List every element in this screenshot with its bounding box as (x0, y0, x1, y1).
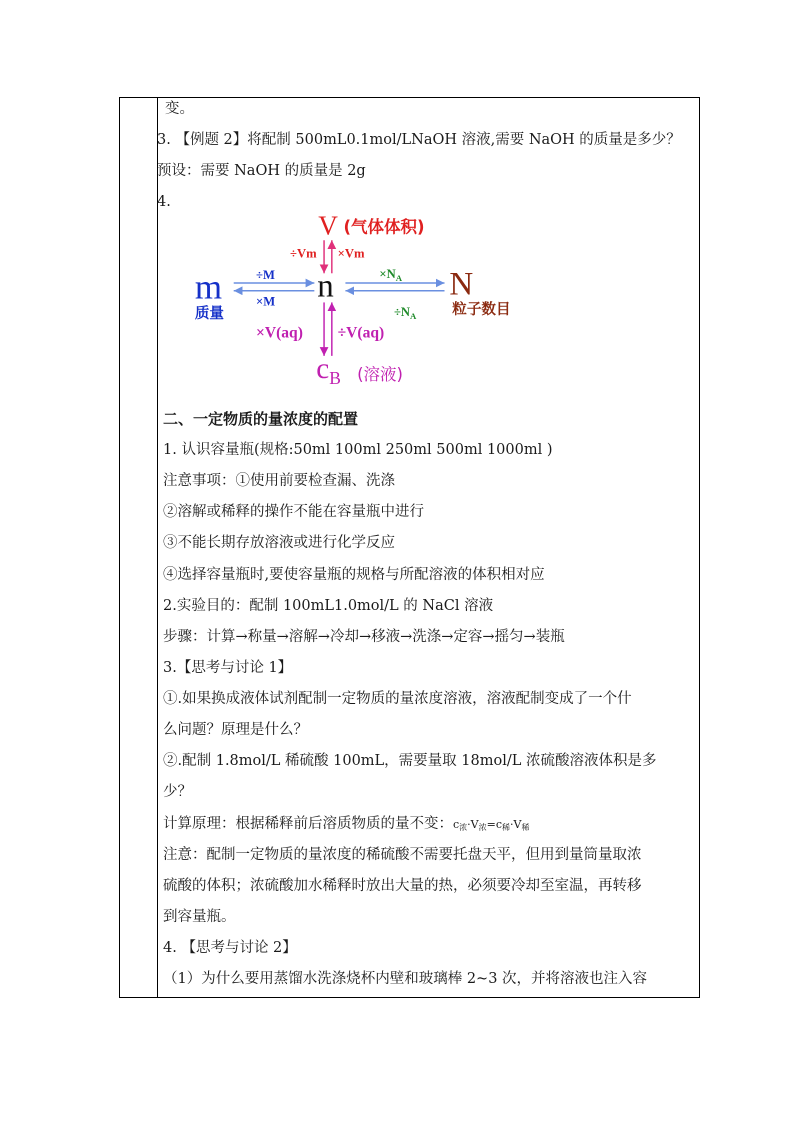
div-m-label: ÷M (256, 268, 275, 283)
notice-2: ②溶解或稀释的操作不能在容量瓶中进行 (163, 504, 424, 520)
mul-vaq-label: ×V(aq) (256, 324, 303, 342)
note-line3: 到容量瓶。 (163, 909, 236, 925)
discussion-1-q2-line2: 少？ (163, 784, 192, 800)
mole-conversion-diagram (190, 200, 530, 400)
mul-na-text: ×N (379, 267, 396, 282)
section-2-heading: 二、一定物质的量浓度的配置 (163, 410, 359, 428)
calc-sub2: 浓 (478, 823, 487, 832)
cb-symbol (316, 353, 341, 388)
cb-c: c (316, 353, 330, 386)
discussion-1-q1-line1: ①.如果换成液体试剂配制一定物质的量浓度溶液，溶液配制变成了一个什 (163, 691, 632, 707)
m-label: 质量 (194, 304, 224, 322)
notice-3: ③不能长期存放溶液或进行化学反应 (163, 535, 395, 551)
notice-1: 注意事项：①使用前要检查漏、洗涤 (163, 473, 395, 489)
div-vm-label: ÷Vm (290, 246, 317, 261)
v-label: (气体体积) (343, 217, 425, 237)
calc-c1: c (453, 818, 460, 831)
calc-sub1: 浓 (459, 823, 468, 832)
line-bian: 变。 (165, 101, 194, 117)
mul-vm-label: ×Vm (337, 246, 365, 261)
flask-specs: 1. 认识容量瓶(规格:50ml 100ml 250ml 500ml 1000ml ) (163, 442, 553, 458)
procedure-steps: 步骤：计算→称量→溶解→冷却→移液→洗涤→定容→摇匀→装瓶 (163, 629, 565, 645)
mul-na-label (379, 267, 402, 283)
bign-label: 粒子数目 (452, 301, 511, 319)
m-symbol: m (194, 267, 223, 307)
n-symbol: n (317, 268, 334, 305)
discussion-2-heading: 4. 【思考与讨论 2】 (163, 940, 297, 956)
calc-sub4: 稀 (521, 823, 530, 832)
div-na-label (394, 305, 417, 321)
calc-eq: =c (486, 818, 503, 831)
calc-sub3: 稀 (502, 823, 511, 832)
calc-formula (453, 818, 529, 831)
bign-symbol: N (449, 266, 474, 303)
left-column-divider (157, 98, 158, 997)
example-2-answer: 预设：需要 NaOH 的质量是 2g (157, 163, 366, 179)
discussion-2-q1: （1）为什么要用蒸馏水洗涤烧杯内壁和玻璃棒 2~3 次，并将溶液也注入容 (163, 971, 648, 987)
mul-m-label: ×M (256, 294, 276, 309)
note-line1: 注意：配制一定物质的量浓度的稀硫酸不需要托盘天平，但用到量筒量取浓 (163, 847, 642, 863)
div-na-sub: A (410, 310, 417, 321)
mul-na-sub: A (395, 273, 403, 284)
div-na-text: ÷N (394, 305, 411, 320)
v-symbol: V (318, 210, 338, 241)
calc-prefix: 计算原理：根据稀释前后溶质物质的量不变： (163, 816, 453, 832)
div-vaq-label: ÷V(aq) (337, 324, 385, 342)
calculation-principle (163, 814, 529, 838)
item-4-label: 4. (157, 194, 171, 210)
discussion-1-q1-line2: 么问题？原理是什么？ (163, 722, 308, 738)
notice-4: ④选择容量瓶时,要使容量瓶的规格与所配溶液的体积相对应 (163, 567, 545, 583)
experiment-goal: 2.实验目的：配制 100mL1.0mol/L 的 NaCl 溶液 (163, 598, 494, 614)
calc-dot1: ·V (467, 818, 479, 831)
discussion-1-heading: 3.【思考与讨论 1】 (163, 660, 293, 676)
example-2-question: 3. 【例题 2】将配制 500mL0.1mol/LNaOH 溶液,需要 NaOH 的质量是多少？ (157, 132, 681, 148)
cb-label: (溶液) (357, 365, 403, 385)
discussion-1-q2-line1: ②.配制 1.8mol/L 稀硫酸 100mL，需要量取 18mol/L 浓硫酸溶液体积是多 (163, 753, 657, 769)
note-line2: 硫酸的体积；浓硫酸加水稀释时放出大量的热，必须要冷却至室温，再转移 (163, 878, 642, 894)
cb-sub: B (329, 368, 341, 389)
calc-dot2: ·V (510, 818, 522, 831)
